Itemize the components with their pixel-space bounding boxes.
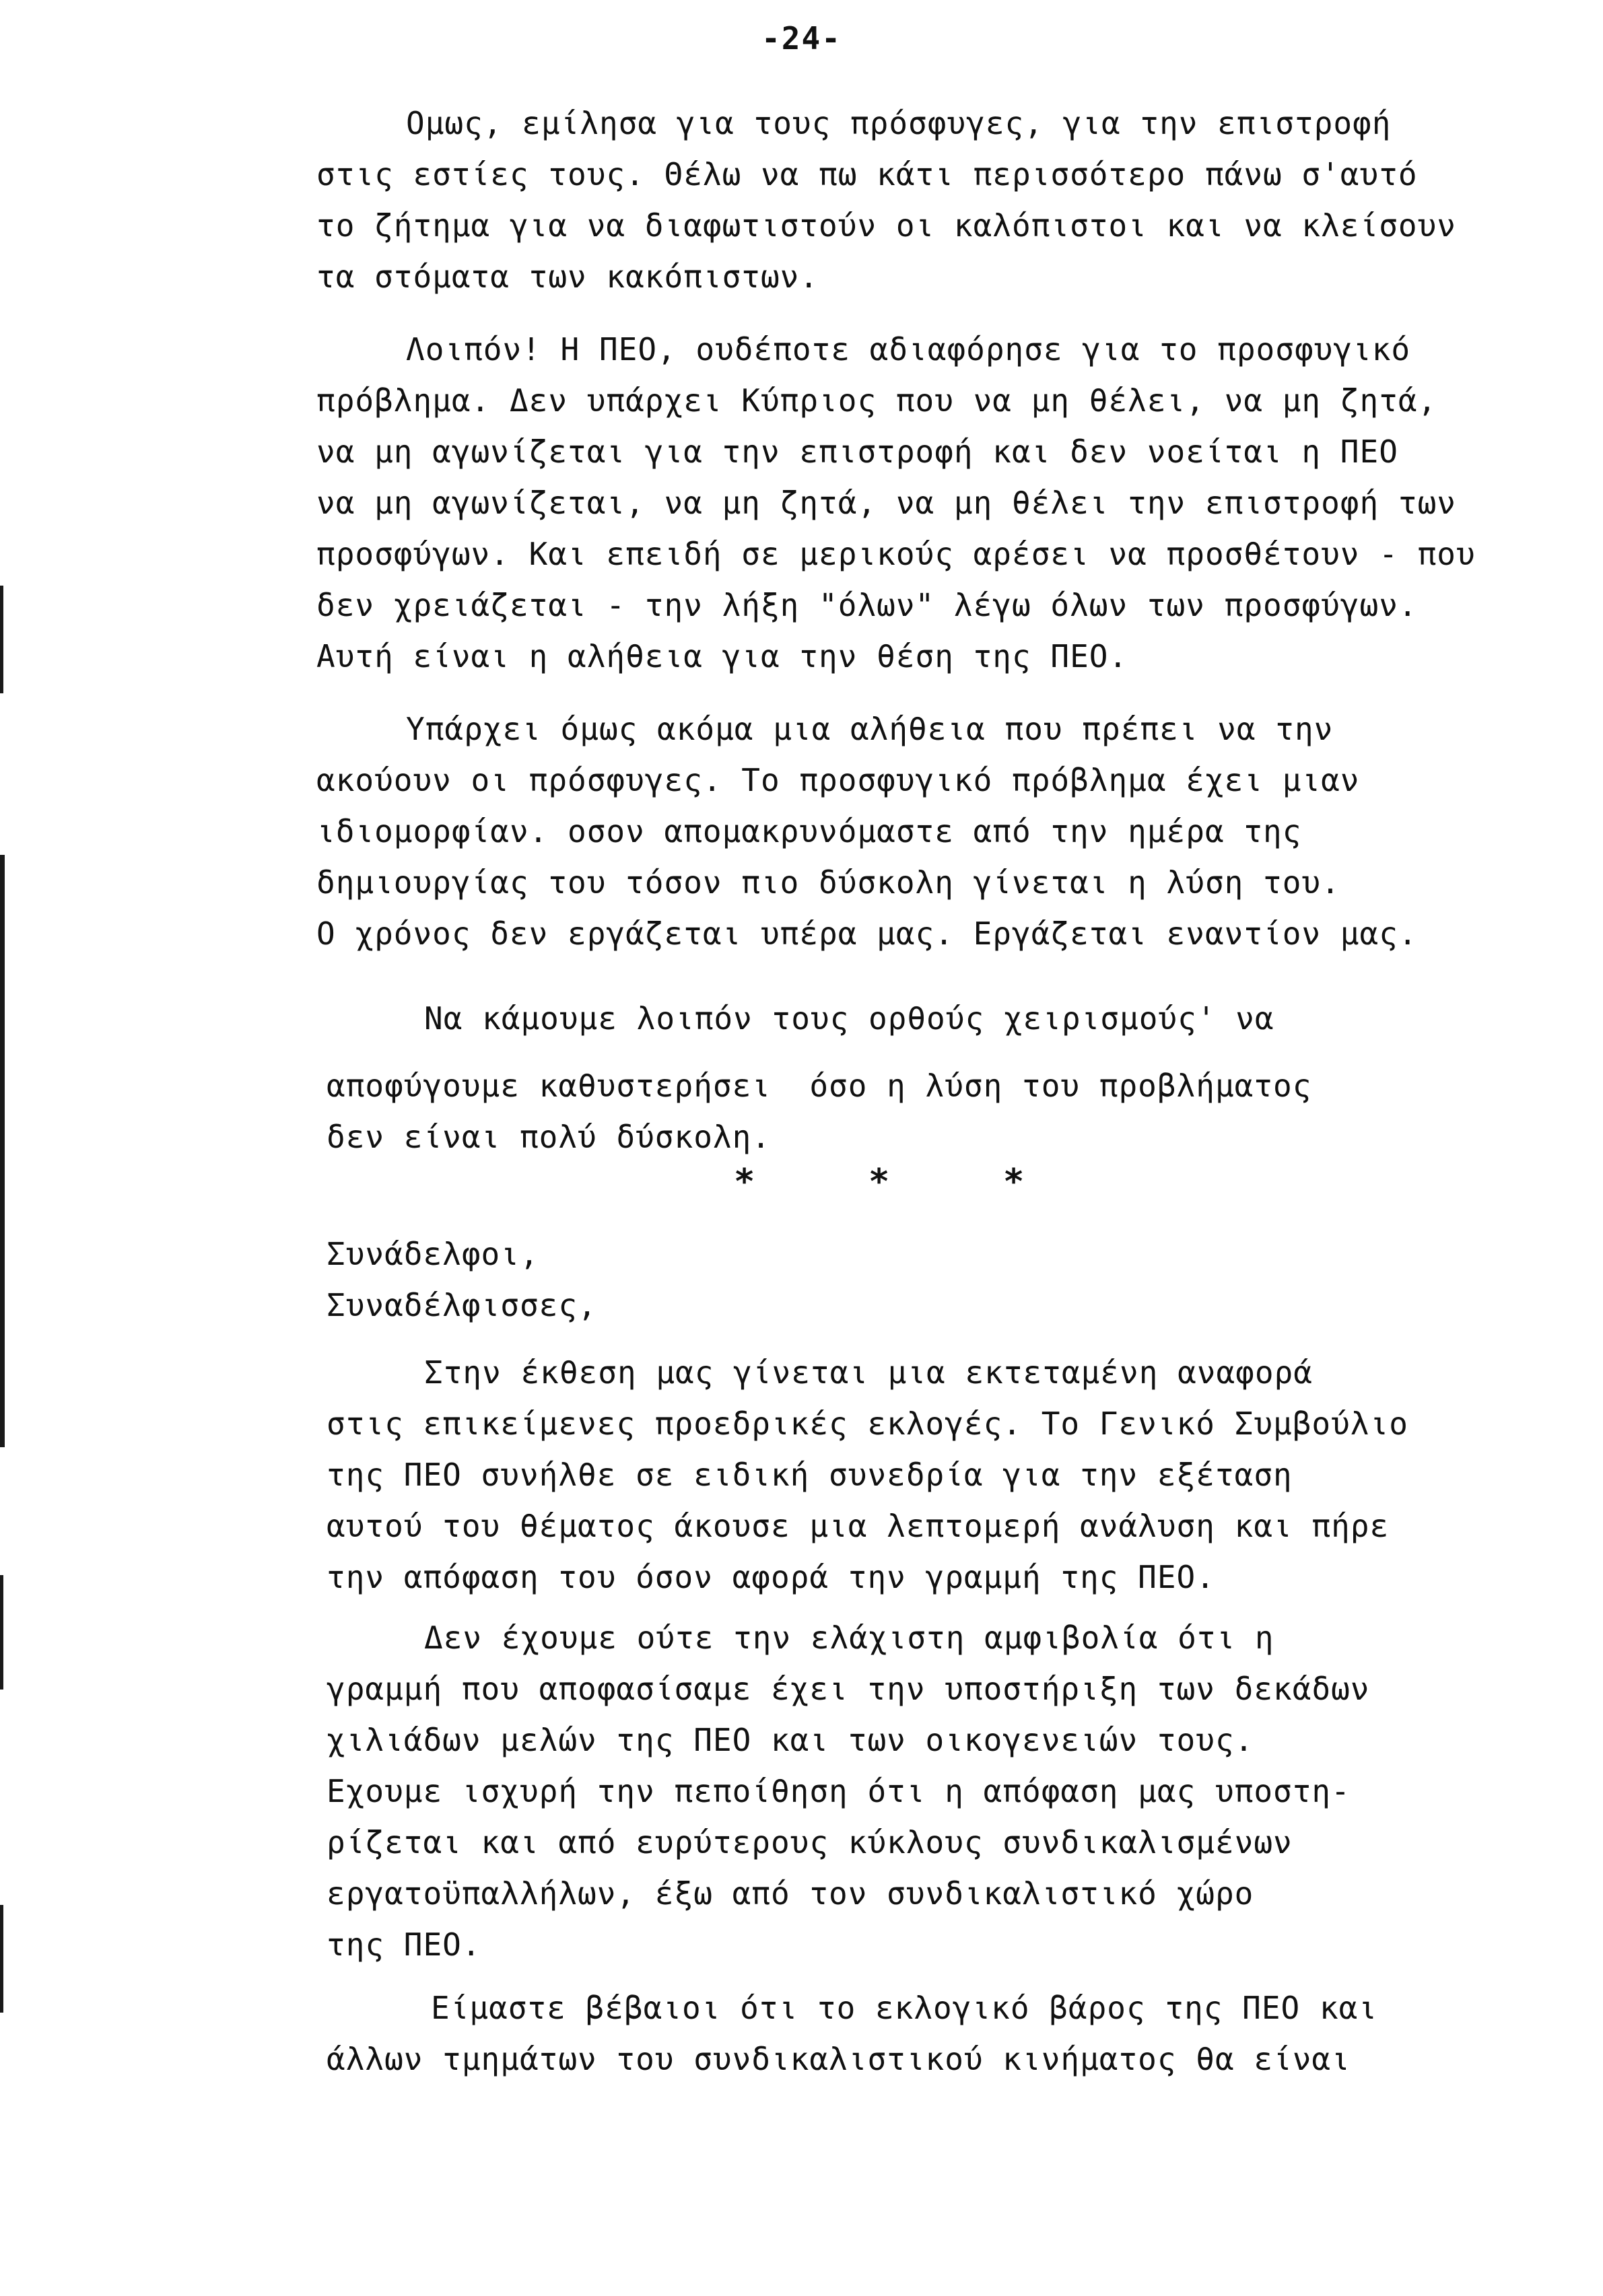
text-line: Να κάμουμε λοιπόν τους ορθούς χειρισμούς' να [424,1000,1274,1037]
text-line: Ομως, εμίλησα για τους πρόσφυγες, για την επιστροφή [406,105,1392,141]
text-line: στις εστίες τους. Θέλω να πω κάτι περισσότερο πάνω σ'αυτό [316,156,1418,193]
text-line: Ο χρόνος δεν εργάζεται υπέρα μας. Εργάζεται εναντίον μας. [316,915,1418,952]
text-line: Στην έκθεση μας γίνεται μια εκτεταμένη αναφορά [424,1354,1313,1391]
binding-mark [0,1575,3,1690]
page-number: -24- [761,20,842,57]
text-line: αυτού του θέματος άκουσε μια λεπτομερή ανάλυση και πήρε [327,1508,1390,1544]
text-line: ιδιομορφίαν. οσον απομακρυνόμαστε από την ημέρα της [316,813,1302,849]
binding-mark [0,855,5,1447]
text-line: άλλων τμημάτων του συνδικαλιστικού κινήματος θα είναι [327,2041,1351,2077]
text-line: αποφύγουμε καθυστερήσει όσο η λύση του προβλήματος [327,1068,1312,1104]
text-line: να μη αγωνίζεται για την επιστροφή και δεν νοείται η ΠΕΟ [316,433,1398,470]
text-line: της ΠΕΟ συνήλθε σε ειδική συνεδρία για την εξέταση [327,1457,1293,1493]
text-line: προσφύγων. Και επειδή σε μερικούς αρέσει να προσθέτουν - που [316,536,1476,572]
text-line: να μη αγωνίζεται, να μη ζητά, να μη θέλει την επιστροφή των [316,485,1456,521]
text-line: χιλιάδων μελών της ΠΕΟ και των οικογενειών τους. [327,1722,1254,1758]
text-line: Εχουμε ισχυρή την πεποίθηση ότι η απόφαση μας υποστη- [327,1773,1351,1809]
salutation-line: Συνάδελφοι, [327,1236,539,1272]
text-line: εργατοϋπαλλήλων, έξω από τον συνδικαλιστικό χώρο [327,1875,1254,1912]
text-line: Αυτή είναι η αλήθεια για την θέση της ΠΕΟ. [316,638,1128,674]
text-line: Δεν έχουμε ούτε την ελάχιστη αμφιβολία ότι η [424,1620,1274,1656]
text-line: πρόβλημα. Δεν υπάρχει Κύπριος που να μη θέλει, να μη ζητά, [316,382,1437,419]
text-line: την απόφαση του όσον αφορά την γραμμή της ΠΕΟ. [327,1559,1215,1595]
text-line: στις επικείμενες προεδρικές εκλογές. Το Γενικό Συμβούλιο [327,1405,1408,1442]
separator-asterisk: * [1003,1162,1025,1202]
binding-mark [0,1905,3,2013]
text-line: δεν χρειάζεται - την λήξη "όλων" λέγω όλων των προσφύγων. [316,587,1418,623]
text-line: Είμαστε βέβαιοι ότι το εκλογικό βάρος της ΠΕΟ και [431,1990,1378,2026]
text-line: ακούουν οι πρόσφυγες. Το προσφυγικό πρόβλημα έχει μιαν [316,762,1360,798]
text-line: τα στόματα των κακόπιστων. [316,258,819,295]
text-line: το ζήτημα για να διαφωτιστούν οι καλόπιστοι και να κλείσουν [316,207,1456,244]
salutation-line: Συναδέλφισσες, [327,1287,597,1323]
binding-mark [0,586,3,693]
text-line: δεν είναι πολύ δύσκολη. [327,1119,771,1155]
separator-asterisk: * [734,1162,755,1202]
text-line: της ΠΕΟ. [327,1926,481,1963]
separator-asterisk: * [868,1162,890,1202]
text-line: γραμμή που αποφασίσαμε έχει την υποστήριξη των δεκάδων [327,1671,1370,1707]
text-line: Λοιπόν! Η ΠΕΟ, ουδέποτε αδιαφόρησε για το προσφυγικό [406,331,1411,368]
text-line: ρίζεται και από ευρύτερους κύκλους συνδικαλισμένων [327,1824,1293,1860]
text-line: δημιουργίας του τόσον πιο δύσκολη γίνεται η λύση του. [316,864,1340,901]
text-line: Υπάρχει όμως ακόμα μια αλήθεια που πρέπει να την [406,711,1334,747]
